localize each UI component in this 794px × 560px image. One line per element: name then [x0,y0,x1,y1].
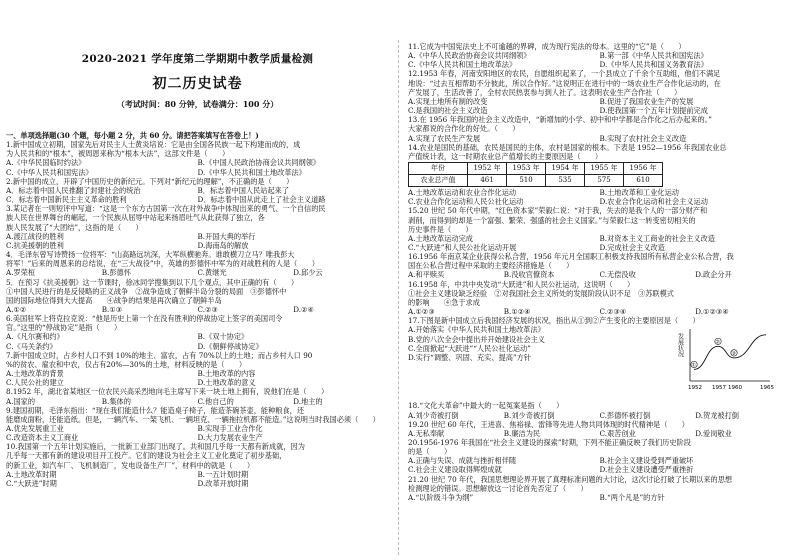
answer-option: B.《双十协定》 [197,332,249,342]
questions-11-14 [408,42,791,161]
option-row [408,97,791,106]
question-text: 11.它成为中国宪法史上不可逾越的界碑，成为现行宪法的母本。这里的“它”是（ ） [408,42,686,51]
question-text: 能磨成面粉，还能造纸。但是，一辆汽车、一架飞机、一辆坦克、一辆拖拉机都不能造。”这说明当时我国必须（ ） [6,414,380,424]
answer-option: A.国家的 [6,396,36,406]
question-text: 17.下图是新中国成立后我国经济发展的状况，指出从①到②产生变化的主要原因是（ ） [408,316,700,326]
answer-option: B.①②④ [503,307,531,317]
table-header-cell: 1954 年 [546,163,585,175]
table-cell: 461 [468,175,507,187]
answer-option: B.集体的 [101,396,131,406]
option-row [6,195,389,204]
answer-option: A.土地改革的背景 [6,369,64,379]
answer-option: C.彭德怀被打倒 [599,410,651,420]
option-row [408,134,791,143]
answer-option: B.党的八次全会中提出并开始建设社会主义 [408,334,545,344]
answer-option: D.《中华人民共和国义务教育法》 [599,60,708,70]
question-text: 族人民在世界舞台的崛起，一个民族从屈辱中站起来扬眉吐气从此获得了独立，各 [6,213,265,223]
answer-option: A.《凡尔赛和约》 [6,332,64,342]
question-text: 4．毛泽东曾写诗赞扬一位将军：“山高路远坑深，大军纵横驰奔。谁敢横刀立马？唯我彭大 [6,250,295,260]
answer-option: B.开国大典的举行 [197,231,256,241]
answer-option: A.①② [6,304,27,314]
option-row [6,232,389,241]
table-cell: 510 [507,175,546,187]
answer-option: D．标志着中国从此走上了社会主义道路 [197,195,326,205]
option-row [6,397,389,406]
y-axis-label: 发展状况 [676,333,684,358]
answer-option: C.《中华人民共和国宪法》 [6,167,93,177]
table-header-cell: 1953 年 [507,163,546,175]
question-text: 12.1953 年春，河南安阳地区的农民，自愿组织起来了，一个县成立了千余个互助组，他们不满足 [408,69,721,79]
option-row [408,197,791,206]
answer-option: B.社会主义建设受到严重破坏 [599,456,694,466]
question-text: 剥削，而得到的却是一个富强、繁荣、强盛的社会主义国家。”与荣毅仁这一转变密切相关的 [408,215,696,225]
option-row [6,424,389,433]
question-17-options [408,325,658,362]
option-row [408,429,791,438]
question-text: 产发展了，生活改善了，全村农民热衷参与到人社了。这表明农业生产合作社（ ） [408,87,682,97]
answer-option: B.第一部《中华人民共和国宪法》 [599,51,708,61]
answer-option: C.是我国的社会主义改造 [408,106,488,116]
option-row [6,305,389,314]
agri-output-table [408,162,663,187]
answer-option: D.使我国第一个五年计划提前完成 [599,106,708,116]
answer-option: C.农业合作化运动和人民公社化运动 [408,197,524,207]
answer-option: B.实现了农村社会主义改造 [599,133,687,143]
answer-option: D.农业合作化运动和社会主义运动 [599,197,708,207]
question-text: 3.某记者在一则短评中写道：“这是一个东方古国第一次在对外战争中体现出来的勇气、一个自信的民 [6,204,326,214]
question-text: ①中国人民进行的是反侵略的正义战争 ②战争造成了朝鲜半岛分裂的局面 ③彭德怀中 [6,286,287,296]
question-text: 8.1952 年，湖北省某地区一位农民兴高采烈地向毛主席写下来一块土地上拥有，说他们在是（ ） [6,387,329,397]
question-text: 检测理论的错误。思想解放这一讨论首先否定了（ ） [408,483,588,493]
question-text: 国的国际地位得到大大提高 ④战争的结果是再次确立了朝鲜半岛 [6,295,222,305]
option-row [408,411,791,420]
table-cell: 535 [546,175,585,187]
section-heading: 一、单项选择题(30 个题，每小题 2 分，共 60 分。请把答案填写在答卷上！) [6,131,259,140]
question-text: 国在公私合营过程中采取的主要经济措施是（ ） [408,261,574,271]
answer-option: D.完成社会主义改造 [599,242,665,252]
question-text: 1.新中国成立初期，国家先后对民主人士黄炎培说：它是由全国各民族一起下构建而成的，成 [6,140,301,150]
answer-option: D.政企分开 [695,270,732,280]
question-text: ①社会主义建设缺乏经验 ②对我国社会主义所处的发展阶段认识不足 ③苏联模式 [408,288,674,298]
answer-option: A.实现了农民生产发展 [408,133,481,143]
question-text: 16.1956 年南京某企业获得公私合营，1956 年元月全国职工积极支持我国所有私营企业公私合营，我 [408,252,734,262]
answer-option: A．标志着中国人民推翻了封建社会的统治 [6,185,141,195]
table-header-cell: 1952 年 [468,163,507,175]
x-tick-label: 1960 [728,385,742,392]
question-text: 的新工业，如汽车厂、飞机制造厂，发电设备生产厂”，材料中的就是（ ） [6,460,255,470]
answer-option: C.②③④ [599,307,627,317]
answer-option: C.《中华人民共和国土地改革法》 [408,60,517,70]
answer-option: B.没收官僚资本 [503,270,555,280]
question-text: 16.1958 年，中共中央发动“大跃进”和人民公社运动，这说明（ ） [408,279,635,289]
answer-option: D.社会主义建设遭受严重挫折 [599,465,694,475]
option-row [6,168,389,177]
answer-option: A.无私奉献 [408,428,445,438]
question-text: 官。”这里的“停战协定”是指（ ） [6,323,122,333]
question-text: 19.20 世纪 60 年代，王进喜、焦裕禄、雷锋等先进人物共同体现的时代精神是（ ） [408,419,689,429]
answer-option: B.土地改革的内容 [197,369,256,379]
answer-option: D.土地改革的意义 [197,378,256,388]
answer-option: C.抗美援朝的胜利 [6,240,64,250]
answer-option: A.《中华民国临时约法》 [6,158,86,168]
question-text: 14.农业是国民的基础，农民是国民的主体，农村是国家的根本。下表是 1952—1956 年我国农业总 [408,142,727,152]
marker-label: ③ [731,351,736,358]
question-text: 的是（ ） [408,447,452,457]
option-row [6,186,389,195]
question-text: 15.20 世纪 50 年代中期，“红色资本家”荣毅仁说：“对于我，失去的是我个人的一部分财产和 [408,206,708,216]
answer-option: D.地主的 [293,396,323,406]
answer-option: A.正确与失误、成就与挫折相伴随 [408,456,517,466]
exam-subtitle: 初二历史试卷 [152,76,243,92]
development-chart [670,319,780,395]
option-row [408,51,791,60]
table-header-cell: 1955 年 [585,163,624,175]
answer-option: B.彭德怀 [101,268,131,278]
answer-option: C.黄继光 [197,268,227,278]
answer-option: B.廉洁为民 [503,428,541,438]
answer-option: D.①②③④ [695,307,729,317]
answer-option: C.艰苦创业 [599,428,636,438]
answer-option: B.土地改革和工业化运动 [599,188,679,198]
question-text: 的影响 ④急于求成 [408,297,480,307]
answer-option: D.贺龙被打倒 [695,410,739,420]
answer-option: A.实现土地所有制的改变 [408,96,488,106]
question-text: 大家都说的合作化的好处。（ ） [408,124,520,134]
question-text: 族人民发展了“大团结”，这指的是（ ） [6,222,143,232]
question-text: 7.新中国成立时，占乡村人口不到 10%的地主、富农，占有 70%以上的土地；而占乡村人口 90 [6,350,313,360]
answer-option: D.《朝鲜停战协定》 [197,341,263,351]
answer-option: A.罗荣桓 [6,268,36,278]
question-17-block [408,325,791,401]
answer-option: A.①②③ [408,307,435,317]
question-text: 5．在预习《抗美援朝》这一节课时，徐冰同学搜集到以下几个观点，其中正确的有（ ） [6,277,299,287]
answer-option: D.大力发展农业生产 [197,433,263,443]
x-tick-label: 1957 [712,385,726,392]
answer-option: B．标志着中国人民站起来了 [197,185,290,195]
question-text: 几乎每一天都有新的建设项目开工投产。它们的建设为社会主义工业化奠定了初步基础， [6,451,287,461]
option-row [408,270,791,279]
series-line [691,335,766,370]
option-row [408,60,791,69]
left-column [6,131,389,488]
option-row [408,234,791,243]
answer-option: A.“以阶级斗争为纲” [408,492,474,502]
marker-label: ① [691,362,696,369]
option-row [6,369,389,378]
option-row [6,378,389,387]
question-text: 21.20 世纪 70 年代，我国思想理论界开展了真理标准问题的大讨论，这次讨论打破了长期以来的思想 [408,474,733,484]
answer-option: C.全面掀起“大跃进”“人民公社化运动” [408,343,531,353]
answer-option: C.他自己的 [197,396,234,406]
question-text: 2.新中国的成立，开辟了中国历史的新纪元。下列对“新纪元的理解”，不正确的是（ ） [6,176,294,186]
option-row [408,493,791,502]
answer-option: A.开始落实《中华人民共和国土地改革法》 [408,325,545,335]
answer-option: A.土地改革运动和农业合作化运动 [408,188,517,198]
answer-option: C.《马关条约》 [6,341,57,351]
option-row [408,456,791,465]
answer-option: C.“大跃进”和人民公社化运动开展 [408,242,517,252]
answer-option: D.爱岗敬业 [695,428,732,438]
question-text: 将军！”后来的周恩来的总结说，在“三大战役”中，英雄的彭德怀中军为的对战胜利的人是（ ） [6,259,319,269]
option-row [6,241,389,250]
question-text: %的贫农、雇农和中农，仅占有20%—30%的土地，材料反映的是（ ） [6,359,247,369]
answer-option: C.人民公社的建立 [6,378,64,388]
table-header-cell: 年份 [409,163,468,175]
answer-option: C.改造资本主义工商业 [6,433,79,443]
option-row [6,433,389,442]
answer-option: B.对资本主义工商业的社会主义改造 [599,233,715,243]
marker-label: ② [715,339,720,346]
answer-option: B.一五计划时期 [197,469,249,479]
question-text: 20.1956-1976 年我国在“社会主义建设的探索”时期，下列不能正确反映了我们历史阶段 [408,438,691,447]
answer-option: B.①③ [101,304,123,314]
answer-option: C.无偿没收 [599,270,636,280]
questions-18-21 [408,401,791,502]
question-text: 9.建国初期，毛泽东指出：“现在我们能造什么？能造桌子椅子，能造茶碗茶壶，能种粮食，还 [6,405,305,415]
option-row [6,479,389,488]
question-text: 10.我国第一个五年计划实施后，一批新工业部门出现了。共和国几乎每一天都有新成就，因为 [6,442,305,452]
table-cell: 575 [585,175,624,187]
column-divider [398,40,399,555]
option-row [408,307,791,316]
option-row [408,106,791,115]
answer-option: B.刘少奇被打倒 [503,410,555,420]
answer-option: D.实行“调整、巩固、充实、提高”方针 [408,352,531,362]
option-row [6,332,389,341]
answer-option: A.《中华人民政治协商会议共同纲领》 [408,51,531,61]
option-row [6,268,389,277]
answer-option: D.②④ [293,304,314,314]
table-header-cell: 1956 年 [624,163,663,175]
answer-option: B.促进了我国农业生产的发展 [599,96,694,106]
answer-option: D.邱少云 [293,268,323,278]
right-column [408,42,791,502]
question-text: 产值统计表，这一时期农业总产值增长的主要原因是（ ） [408,151,603,161]
answer-option: D.《中华人民共和国土地改革法》 [197,167,306,177]
answer-option: A.土地改革时期 [6,469,57,479]
x-tick-label: 1965 [760,385,774,392]
option-row [408,243,791,252]
option-row [6,158,389,167]
answer-option: C.社会主义建设取得辉煌成就 [408,465,502,475]
question-text: 为人民共和的“根本”，被周恩来称为“根本大法”，这部文件是（ ） [6,149,230,159]
answer-option: C.“大跃进”时期 [6,478,57,488]
answer-option: A.刘少奇被打倒 [408,410,459,420]
option-row [6,470,389,479]
answer-option: D.改革开放时期 [197,478,249,488]
exam-title: 2020-2021 学年度第二学期期中教学质量检测 [81,53,314,65]
answer-option: C．标志着中国新民主主义革命的胜利 [6,195,127,205]
option-row [408,188,791,197]
answer-option: B.“两个凡是”的方针 [599,492,665,502]
questions-14-17 [408,188,791,325]
option-row [408,465,791,474]
answer-option: A.和平赎买 [408,270,445,280]
table-cell: 农业总产值 [409,175,468,187]
answer-option: B.《中国人民政治协商会议共同纲领》 [197,158,321,168]
answer-option: A.土地改革运动完成 [408,233,473,243]
answer-option: A.渡江战役的胜利 [6,231,64,241]
exam-info: （考试时间：80 分钟，试卷满分：100 分） [116,99,279,109]
question-text: 13.在 1956 年我国的社会主义改造中，“新增加的小学、初中和中学都是合作化之后办起来的。” [408,115,712,125]
answer-option: A.优先发展重工业 [6,424,64,433]
question-text: 历史事件是（ ） [408,224,473,234]
table-cell: 610 [624,175,663,187]
answer-option: D.海南岛的解放 [197,240,249,250]
x-tick-label: 1952 [688,385,702,392]
answer-option: B.实现手工业合作化 [197,424,263,433]
answer-option: C.②③ [197,304,218,314]
exam-header [6,45,389,110]
option-row [6,342,389,351]
question-text: 地说：“过去互相帮助不分彼此，所以合作好。”这说明正在进行中的一场农业生产合作化运动的，在 [408,78,721,88]
question-text: 6.美国驻军上将克拉克说：“他是历史上第一个在没有胜利的停战协定上签字的美国司令 [6,314,283,324]
question-text: 18.“文化大革命”中最大的一起冤案是指（ ） [408,401,564,411]
